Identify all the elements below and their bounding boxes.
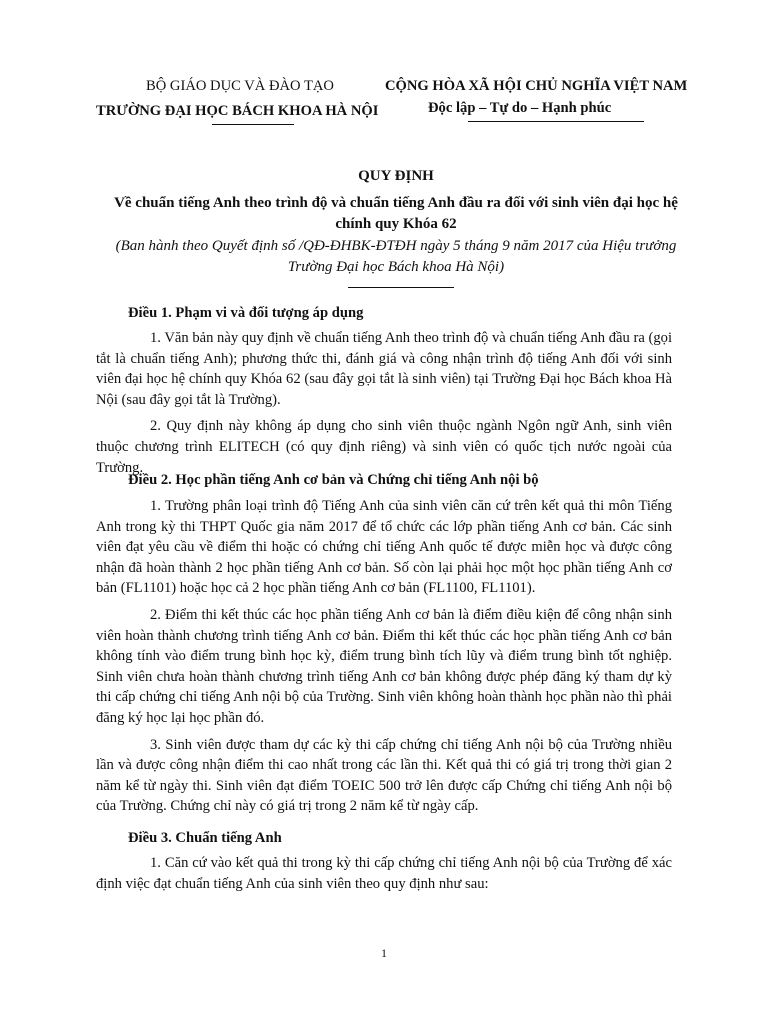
document-title: QUY ĐỊNH bbox=[358, 168, 434, 184]
article-1-paragraph-2: 2. Quy định này không áp dụng cho sinh viên thuộc ngành Ngôn ngữ Anh, sinh viên thuộc chương trình ELITECH (có quy định riêng) và sinh viên có quốc tịch nước ngoài của Trường. bbox=[96, 418, 672, 476]
article-3-body bbox=[96, 853, 672, 894]
article-3-paragraph-1: 1. Căn cứ vào kết quả thi trong kỳ thi cấp chứng chỉ tiếng Anh nội bộ của Trường để xác định việc đạt chuẩn tiếng Anh của sinh viên theo quy định như sau: bbox=[96, 855, 672, 892]
article-1-paragraph-1: 1. Văn bản này quy định về chuẩn tiếng Anh theo trình độ và chuẩn tiếng Anh đầu ra (gọi tắt là chuẩn tiếng Anh); phương thức thi, đánh giá và công nhận trình độ tiếng Anh đối với sinh viên đại học hệ chính quy Khóa 62 (sau đây gọi tắt là sinh viên) tại Trường Đại học Bách khoa Hà Nội (sau đây gọi tắt là Trường). bbox=[96, 330, 672, 408]
page-number: 1 bbox=[381, 946, 387, 960]
article-3-heading: Điều 3. Chuẩn tiếng Anh bbox=[128, 830, 282, 846]
article-2-body bbox=[96, 496, 672, 817]
article-1-body bbox=[96, 328, 672, 478]
university-name: TRƯỜNG ĐẠI HỌC BÁCH KHOA HÀ NỘI bbox=[96, 103, 379, 119]
article-2-paragraph-2: 2. Điểm thi kết thúc các học phần tiếng Anh cơ bản là điểm điều kiện để công nhận sinh viên hoàn thành chương trình tiếng Anh cơ bản. Điểm thi kết thúc các học phần tiếng Anh cơ bản không tính vào điểm trung bình học kỳ, điểm trung bình tích lũy và điểm trung bình tốt nghiệp. Sinh viên chưa hoàn thành chương trình tiếng Anh cơ bản không được phép đăng ký tham dự kỳ thi cấp chứng chỉ tiếng Anh nội bộ của Trường. Sinh viên không hoàn thành học phần nào thì phải đăng ký học lại học phần đó. bbox=[96, 606, 672, 726]
title-divider bbox=[348, 287, 454, 288]
document-subtitle: Về chuẩn tiếng Anh theo trình độ và chuẩn tiếng Anh đầu ra đối với sinh viên đại học hệ chính quy Khóa 62 bbox=[114, 195, 678, 232]
article-2-heading: Điều 2. Học phần tiếng Anh cơ bản và Chứng chỉ tiếng Anh nội bộ bbox=[128, 472, 539, 488]
republic-name: CỘNG HÒA XÃ HỘI CHỦ NGHĨA VIỆT NAM bbox=[385, 78, 688, 94]
header-right-underline bbox=[468, 121, 644, 122]
article-1-heading: Điều 1. Phạm vi và đối tượng áp dụng bbox=[128, 305, 364, 321]
ministry-name: BỘ GIÁO DỤC VÀ ĐÀO TẠO bbox=[146, 78, 334, 94]
document-issuance: (Ban hành theo Quyết định số /QĐ-ĐHBK-ĐTĐH ngày 5 tháng 9 năm 2017 của Hiệu trưởng Trường Đại học Bách khoa Hà Nội) bbox=[115, 238, 677, 275]
header-left-underline bbox=[212, 124, 294, 125]
national-motto: Độc lập – Tự do – Hạnh phúc bbox=[428, 100, 612, 116]
article-2-paragraph-1: 1. Trường phân loại trình độ Tiếng Anh của sinh viên căn cứ trên kết quả thi môn Tiếng Anh trong kỳ thi THPT Quốc gia năm 2017 để tổ chức các lớp phần tiếng Anh cơ bản. Các sinh viên đạt yêu cầu về điểm thi hoặc có chứng chỉ tiếng Anh quốc tế được miễn học và được công nhận đã hoàn thành 2 học phần tiếng Anh cơ bản. Số còn lại phải học một học phần tiếng Anh cơ bản (FL1101) hoặc học cả 2 học phần tiếng Anh cơ bản (FL1100, FL1101). bbox=[96, 498, 672, 597]
article-2-paragraph-3: 3. Sinh viên được tham dự các kỳ thi cấp chứng chỉ tiếng Anh nội bộ của Trường nhiều lần và được công nhận điểm thi cao nhất trong các lần thi. Kết quả thi có giá trị trong thời gian 2 năm kể từ ngày thi. Sinh viên đạt điểm TOEIC 500 trở lên được cấp Chứng chỉ tiếng Anh nội bộ của Trường. Chứng chỉ này có giá trị trong 2 năm kể từ ngày cấp. bbox=[96, 736, 672, 815]
